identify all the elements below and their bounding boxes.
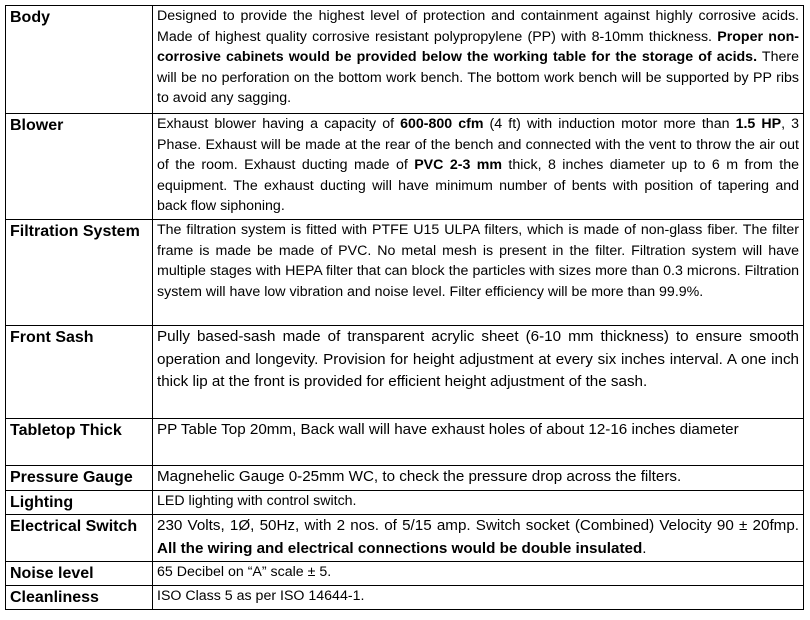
row-description (153, 6, 804, 114)
row-label: Blower (6, 114, 153, 220)
description-text: There will be no perforation on the bottom work bench. The bottom work bench will be supported by PP ribs to avoid any sagging. (157, 49, 799, 107)
row-description (153, 491, 804, 515)
row-label: Electrical Switch (6, 515, 153, 562)
row-description (153, 515, 804, 562)
description-text: thick, 8 inches diameter up to 6 m from the equipment. The exhaust ducting will have minimum number of bents with position of tapering and back flow siphoning. (157, 157, 799, 215)
row-label: Front Sash (6, 326, 153, 419)
description-emphasis: 600-800 cfm (400, 116, 484, 132)
description-text: 65 Decibel on “A” scale ± 5. (157, 564, 332, 580)
row-description (153, 419, 804, 466)
row-description (153, 586, 804, 610)
description-emphasis: All the wiring and electrical connections would be double insulated (157, 539, 643, 557)
row-label: Body (6, 6, 153, 114)
table-row (6, 562, 804, 586)
row-label: Tabletop Thick (6, 419, 153, 466)
description-text: ISO Class 5 as per ISO 14644-1. (157, 588, 365, 604)
table-row (6, 6, 804, 114)
description-text: (4 ft) with induction motor more than (483, 116, 736, 132)
description-text: 230 Volts, 1Ø, 50Hz, with 2 nos. of 5/15 amp. Switch socket (Combined) Velocity 90 ± 20fmp. (157, 517, 799, 534)
table-row (6, 326, 804, 419)
row-description (153, 326, 804, 419)
table-row (6, 466, 804, 491)
row-description (153, 220, 804, 326)
row-label: Lighting (6, 491, 153, 515)
row-description (153, 466, 804, 491)
description-emphasis: Proper non-corrosive cabinets would be provided below the working table for the storage of acids. (157, 28, 800, 66)
description-text: PP Table Top 20mm, Back wall will have exhaust holes of about 12-16 inches diameter (157, 421, 739, 438)
description-text: Exhaust blower having a capacity of (157, 116, 401, 132)
description-text: Pully based-sash made of transparent acrylic sheet (6-10 mm thickness) to ensure smooth operation and longevity. Provision for height adjustment at every six inches interval. A one inch thick lip at the front is provided for efficient height adjustment of the sash. (157, 328, 799, 391)
table-row (6, 491, 804, 515)
description-text: The filtration system is fitted with PTFE U15 ULPA filters, which is made of non-glass fiber. The filter frame is made be made of PVC. No metal mesh is present in the filter. Filtration system will have multiple stages with HEPA filter that can block the particles with sizes more than 0.3 microns. Filtration system will have low vibration and noise level. Filter efficiency will be more than 99.9%. (157, 222, 799, 300)
table-row (6, 515, 804, 562)
table-row (6, 586, 804, 610)
row-label: Cleanliness (6, 586, 153, 610)
table-row (6, 114, 804, 220)
description-text: , 3 Phase. Exhaust will be made at the rear of the bench and connected with the vent to throw the air out of the room. Exhaust ducting made of (157, 116, 799, 174)
row-description (153, 562, 804, 586)
row-label: Noise level (6, 562, 153, 586)
description-text: Magnehelic Gauge 0-25mm WC, to check the pressure drop across the filters. (157, 468, 682, 485)
table-row (6, 220, 804, 326)
description-text: Designed to provide the highest level of protection and containment against highly corrosive acids. Made of highest quality corrosive resistant polypropylene (PP) with 8-10mm thickness. (157, 8, 799, 45)
description-text: . (642, 539, 647, 557)
specification-table (5, 5, 804, 610)
row-description (153, 114, 804, 220)
row-label: Pressure Gauge (6, 466, 153, 491)
description-emphasis: 1.5 HP (735, 116, 782, 132)
row-label: Filtration System (6, 220, 153, 326)
description-emphasis: PVC 2-3 mm (414, 157, 502, 174)
description-text: LED lighting with control switch. (157, 493, 357, 509)
table-row (6, 419, 804, 466)
